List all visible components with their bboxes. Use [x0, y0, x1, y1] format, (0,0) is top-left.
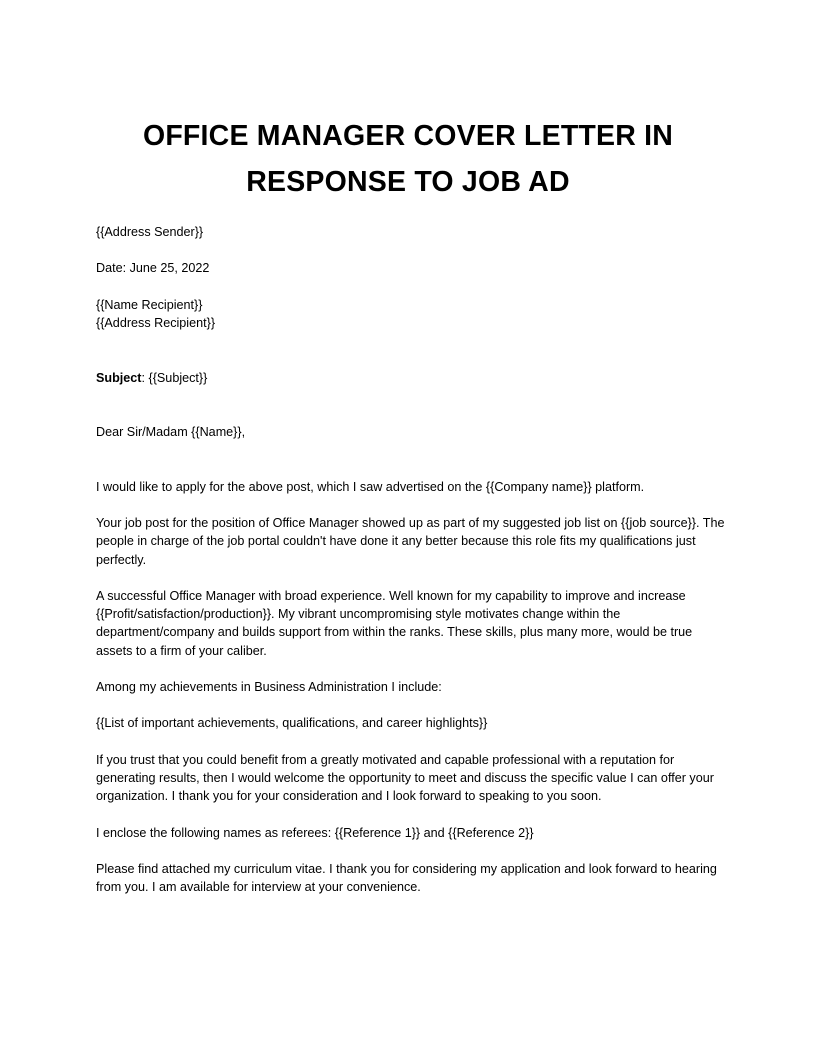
- subject-line: [96, 369, 728, 387]
- recipient-name: {{Name Recipient}}: [96, 297, 203, 312]
- subject-label: Subject: [96, 370, 142, 385]
- paragraph-closing: Please find attached my curriculum vitae. I thank you for considering my application and look forward to hearing from you. I am available for interview at your convenience.: [96, 861, 717, 895]
- paragraph-intro: I would like to apply for the above post, which I saw advertised on the {{Company name}} platform.: [96, 479, 645, 494]
- paragraph-achievements-intro: Among my achievements in Business Administration I include:: [96, 679, 442, 694]
- title-line-1: OFFICE MANAGER COVER LETTER IN: [142, 120, 674, 152]
- salutation: Dear Sir/Madam {{Name}},: [96, 425, 246, 440]
- recipient-address: {{Address Recipient}}: [96, 315, 216, 330]
- sender-address: {{Address Sender}}: [96, 225, 204, 239]
- document-title: [96, 113, 720, 205]
- letter-body: [96, 223, 728, 896]
- subject-value: : {{Subject}}: [141, 370, 208, 385]
- paragraph-achievements-list: {{List of important achievements, qualifications, and career highlights}}: [96, 716, 488, 731]
- paragraph-experience: A successful Office Manager with broad experience. Well known for my capability to improve and increase {{Profit/satisfaction/production}}. My vibrant uncompromising style motivates change within the department/company and builds support from within the ranks. These skills, plus many more, would be true assets to a firm of your caliber.: [96, 588, 693, 658]
- letter-date: Date: June 25, 2022: [96, 261, 210, 276]
- paragraph-value: If you trust that you could benefit from a greatly motivated and capable professional with a reputation for generating results, then I would welcome the opportunity to meet and discuss the specific value I can offer your organization. I thank you for your consideration and I look forward to speaking to you soon.: [96, 752, 714, 804]
- paragraph-job-post: Your job post for the position of Office Manager showed up as part of my suggested job list on {{job source}}. The people in charge of the job portal couldn't have done it any better because this role fits my qualifications just perfectly.: [96, 516, 725, 567]
- paragraph-referees: I enclose the following names as referees: {{Reference 1}} and {{Reference 2}}: [96, 825, 534, 840]
- title-line-2: RESPONSE TO JOB AD: [246, 166, 570, 198]
